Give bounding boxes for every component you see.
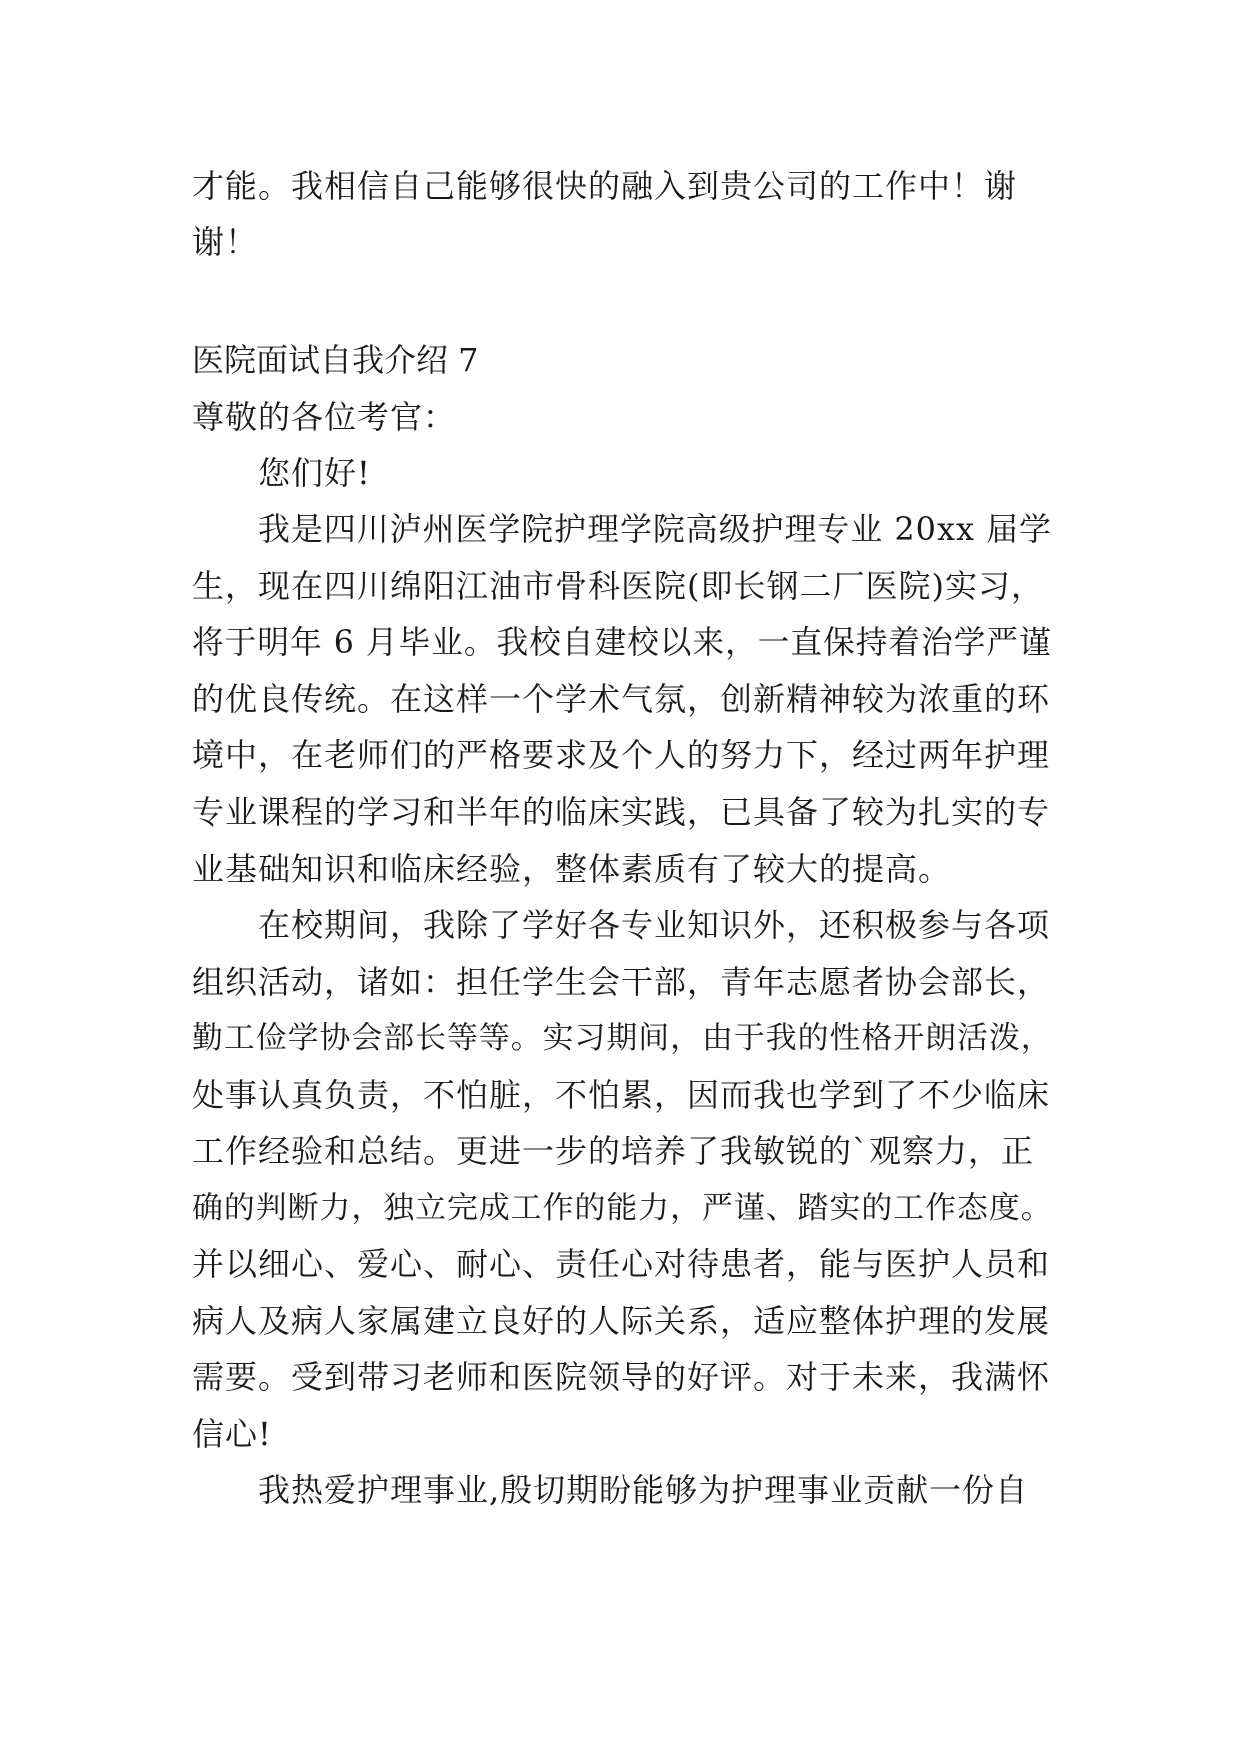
- paragraph-line: 组织活动，诸如：担任学生会干部，青年志愿者协会部长，: [192, 963, 1051, 1001]
- paragraph-line: 并以细心、爱心、耐心、责任心对待患者，能与医护人员和: [192, 1245, 1051, 1283]
- paragraph-line: 我是四川泸州医学院护理学院高级护理专业 20xx 届学: [258, 510, 1052, 548]
- salutation: 尊敬的各位考官：: [192, 398, 457, 436]
- paragraph-line: 病人及病人家属建立良好的人际关系，适应整体护理的发展: [192, 1302, 1051, 1340]
- greeting: 您们好!: [258, 454, 371, 492]
- paragraph-line: 确的判断力，独立完成工作的能力，严谨、踏实的工作态度。: [192, 1190, 1053, 1226]
- paragraph-line: 专业课程的学习和半年的临床实践，已具备了较为扎实的专: [192, 793, 1051, 831]
- paragraph-line: 业基础知识和临床经验，整体素质有了较大的提高。: [192, 850, 952, 888]
- text-line: 谢！: [192, 223, 259, 261]
- paragraph-line: 工作经验和总结。更进一步的培养了我敏锐的`观察力，正: [192, 1132, 1035, 1170]
- paragraph-line: 信心!: [192, 1415, 272, 1453]
- paragraph-line: 处事认真负责，不怕脏，不怕累，因而我也学到了不少临床: [192, 1076, 1051, 1114]
- paragraph-line: 的优良传统。在这样一个学术气氛，创新精神较为浓重的环: [192, 680, 1051, 718]
- paragraph-line: 我热爱护理事业,殷切期盼能够为护理事业贡献一份自: [258, 1471, 1029, 1509]
- paragraph-line: 在校期间，我除了学好各专业知识外，还积极参与各项: [258, 906, 1051, 944]
- paragraph-line: 境中，在老师们的严格要求及个人的努力下，经过两年护理: [192, 736, 1051, 774]
- paragraph-line: 生，现在四川绵阳江油市骨科医院(即长钢二厂医院)实习，: [192, 567, 1044, 605]
- section-title: 医院面试自我介绍 7: [192, 341, 479, 379]
- paragraph-line: 将于明年 6 月毕业。我校自建校以来，一直保持着治学严谨: [192, 625, 1052, 661]
- paragraph-line: 勤工俭学协会部长等等。实习期间，由于我的性格开朗活泼，: [192, 1020, 1053, 1056]
- text-line: 才能。我相信自己能够很快的融入到贵公司的工作中！谢: [192, 167, 1018, 205]
- paragraph-line: 需要。受到带习老师和医院领导的好评。对于未来，我满怀: [192, 1358, 1051, 1396]
